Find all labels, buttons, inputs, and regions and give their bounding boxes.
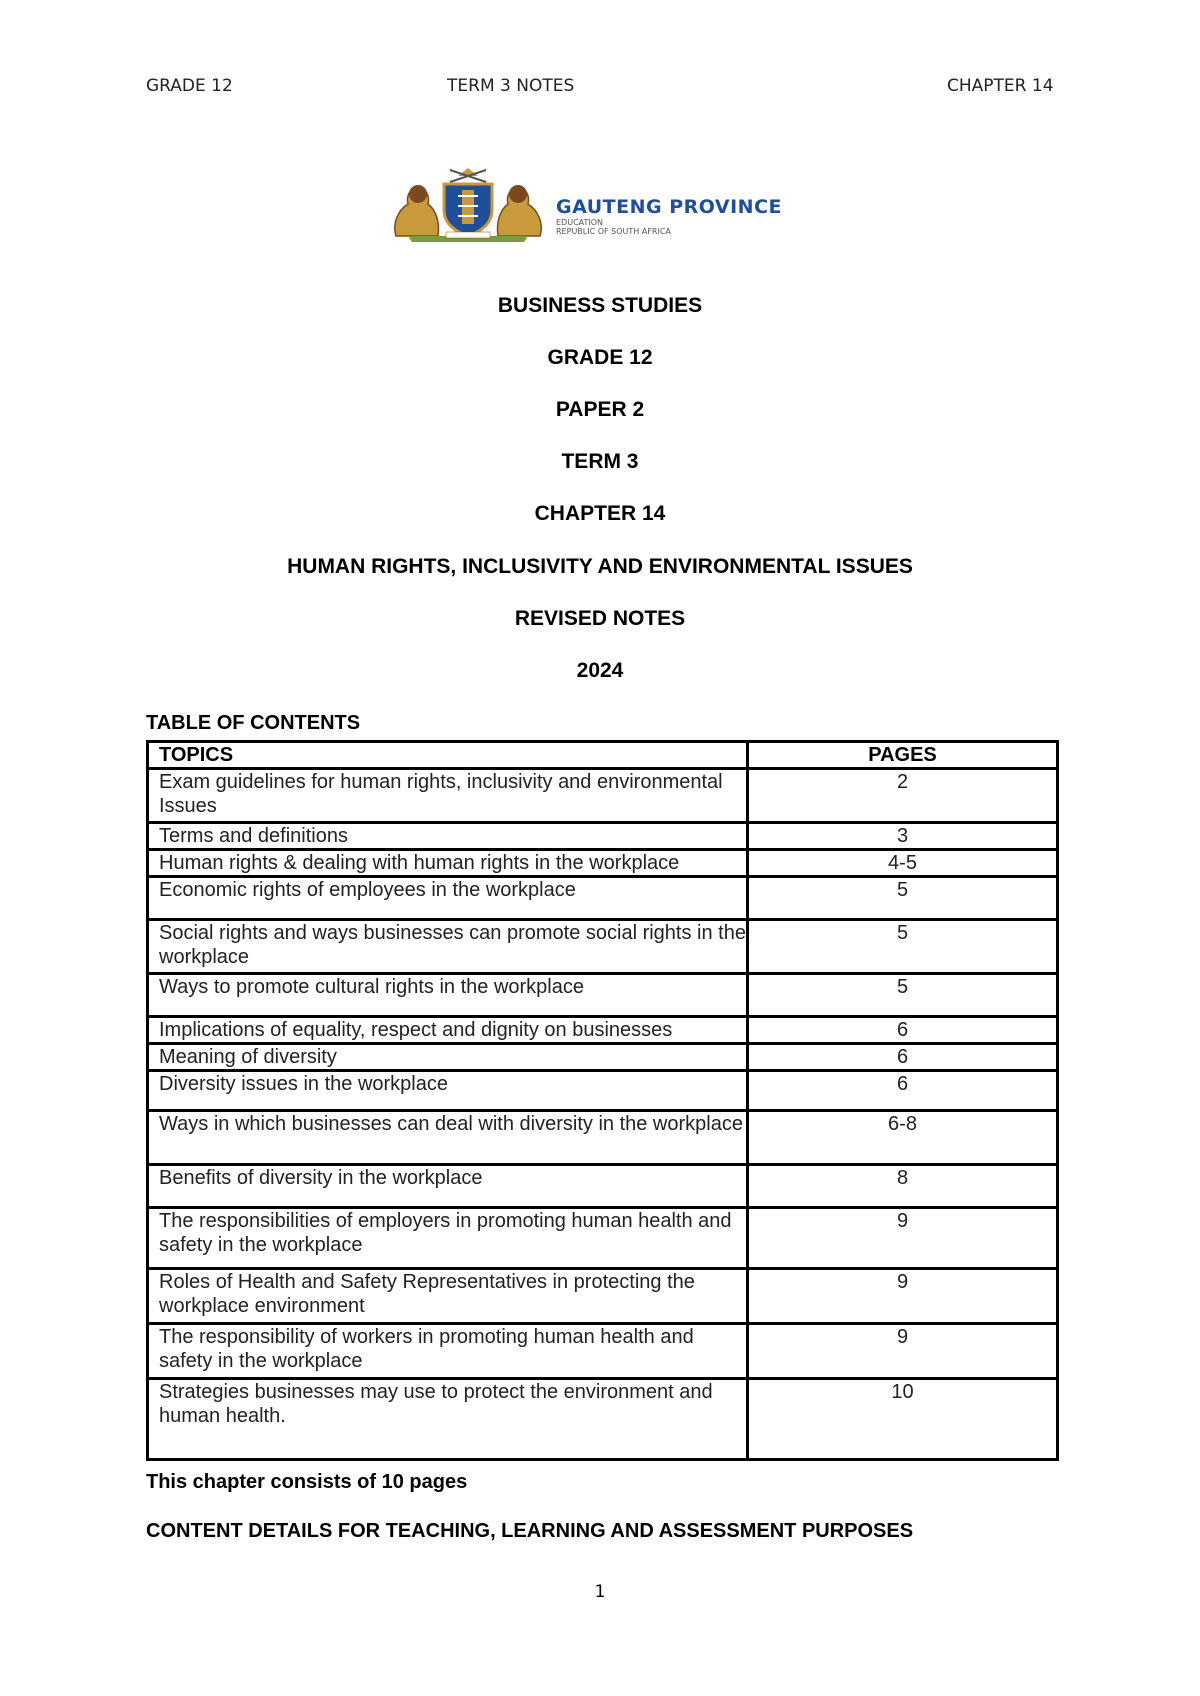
toc-pages: 9	[748, 1324, 1058, 1379]
table-row	[148, 920, 1058, 974]
table-row	[148, 974, 1058, 1017]
toc-topic: Exam guidelines for human rights, inclusivity and environmental Issues	[148, 769, 748, 823]
toc-pages: 10	[748, 1379, 1058, 1460]
toc-topic: Roles of Health and Safety Representatives in protecting the workplace environment	[148, 1269, 748, 1324]
table-row	[148, 823, 1058, 850]
logo-province-name: GAUTENG PROVINCE	[556, 196, 782, 218]
toc-pages: 5	[748, 974, 1058, 1017]
toc-topic: Social rights and ways businesses can promote social rights in the workplace	[148, 920, 748, 974]
table-row	[148, 850, 1058, 877]
toc-pages: 9	[748, 1269, 1058, 1324]
table-row	[148, 1017, 1058, 1044]
toc-pages: 6-8	[748, 1111, 1058, 1165]
gauteng-logo	[388, 166, 818, 242]
toc-topic: The responsibilities of employers in promoting human health and safety in the workplace	[148, 1208, 748, 1269]
toc-heading: TABLE OF CONTENTS	[146, 712, 361, 734]
toc-pages: 9	[748, 1208, 1058, 1269]
toc-topic: Implications of equality, respect and dignity on businesses	[148, 1017, 748, 1044]
table-row	[148, 769, 1058, 823]
page-number: 1	[594, 1582, 606, 1602]
table-row	[148, 1269, 1058, 1324]
table-row	[148, 1044, 1058, 1071]
header-grade: GRADE 12	[146, 76, 233, 96]
toc-topic: Terms and definitions	[148, 823, 748, 850]
header-term: TERM 3 NOTES	[447, 76, 575, 96]
table-row	[148, 877, 1058, 920]
coat-of-arms-icon	[388, 166, 548, 242]
toc-col-pages: PAGES	[748, 742, 1058, 769]
toc-pages: 5	[748, 877, 1058, 920]
toc-pages: 6	[748, 1017, 1058, 1044]
toc-topic: Benefits of diversity in the workplace	[148, 1165, 748, 1208]
header-chapter: CHAPTER 14	[947, 76, 1054, 96]
title-grade: GRADE 12	[547, 346, 653, 369]
toc-topic: Diversity issues in the workplace	[148, 1071, 748, 1111]
table-row	[148, 1165, 1058, 1208]
toc-topic: Strategies businesses may use to protect the environment and human health.	[148, 1379, 748, 1460]
table-row	[148, 1071, 1058, 1111]
title-subject: BUSINESS STUDIES	[497, 294, 703, 317]
toc-topic: Ways in which businesses can deal with diversity in the workplace	[148, 1111, 748, 1165]
title-topic: HUMAN RIGHTS, INCLUSIVITY AND ENVIRONMENTAL ISSUES	[287, 555, 913, 578]
table-row	[148, 1379, 1058, 1460]
toc-pages: 6	[748, 1044, 1058, 1071]
table-row	[148, 1324, 1058, 1379]
toc-pages: 5	[748, 920, 1058, 974]
toc-pages: 6	[748, 1071, 1058, 1111]
toc-topic: Human rights & dealing with human rights in the workplace	[148, 850, 748, 877]
content-details-heading: CONTENT DETAILS FOR TEACHING, LEARNING AND ASSESSMENT PURPOSES	[146, 1520, 914, 1542]
toc-topic: The responsibility of workers in promoting human health and safety in the workplace	[148, 1324, 748, 1379]
title-chapter: CHAPTER 14	[534, 502, 666, 525]
title-year: 2024	[576, 659, 624, 682]
table-row	[148, 1111, 1058, 1165]
title-term: TERM 3	[561, 450, 639, 473]
toc-topic: Economic rights of employees in the workplace	[148, 877, 748, 920]
title-paper: PAPER 2	[555, 398, 645, 421]
toc-table	[146, 740, 1059, 1461]
toc-topic: Ways to promote cultural rights in the workplace	[148, 974, 748, 1017]
chapter-page-count: This chapter consists of 10 pages	[146, 1471, 468, 1493]
logo-education: EDUCATION	[556, 218, 604, 227]
toc-header-row	[148, 742, 1058, 769]
toc-col-topics: TOPICS	[148, 742, 748, 769]
toc-pages: 8	[748, 1165, 1058, 1208]
toc-topic: Meaning of diversity	[148, 1044, 748, 1071]
title-revised-notes: REVISED NOTES	[514, 607, 686, 630]
table-row	[148, 1208, 1058, 1269]
toc-pages: 3	[748, 823, 1058, 850]
toc-pages: 4-5	[748, 850, 1058, 877]
logo-republic: REPUBLIC OF SOUTH AFRICA	[556, 227, 671, 236]
toc-pages: 2	[748, 769, 1058, 823]
